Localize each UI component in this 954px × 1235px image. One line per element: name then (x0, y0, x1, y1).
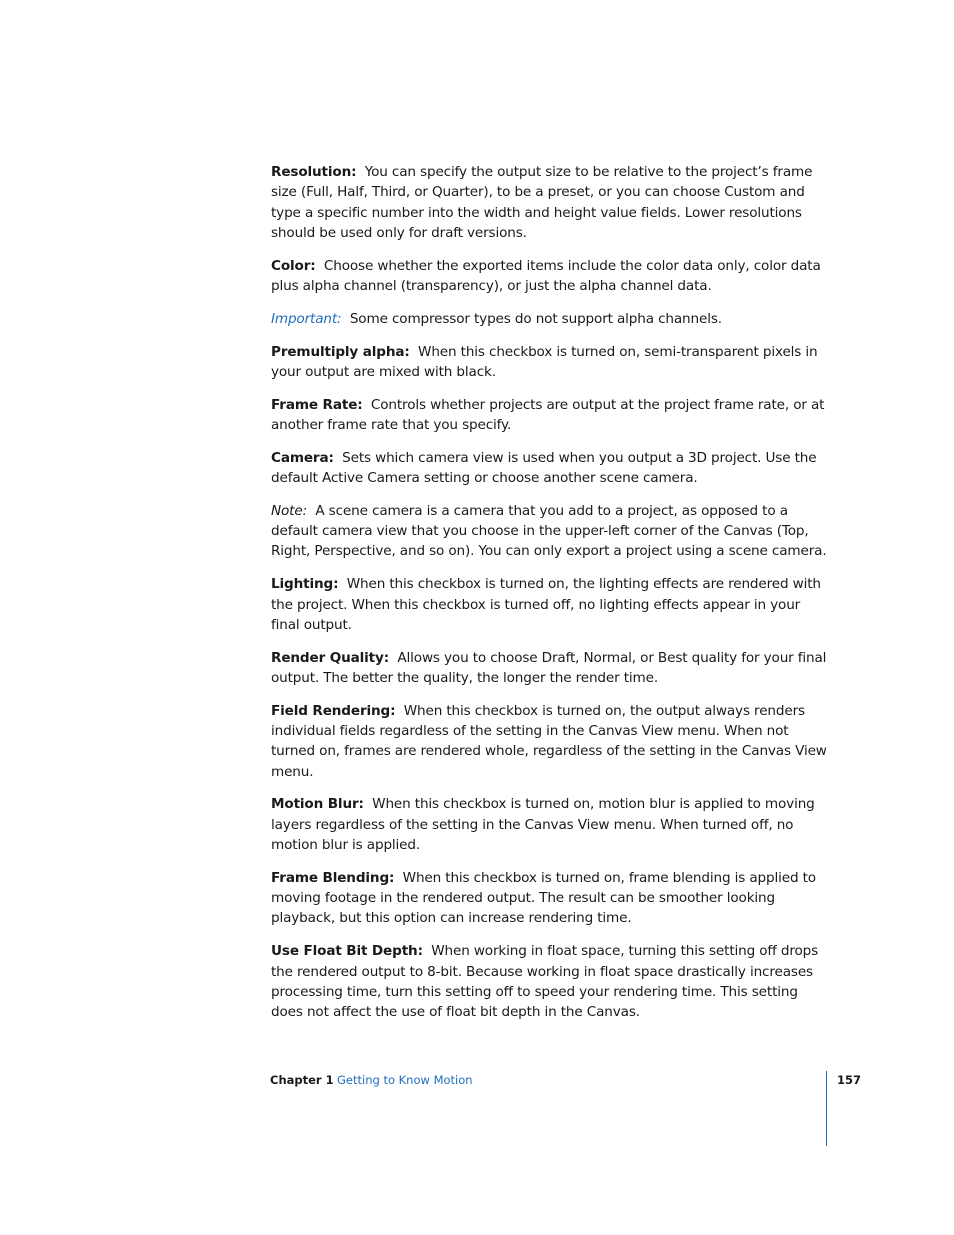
float-bit-depth-paragraph (271, 941, 827, 1022)
paragraph-text: When working in float space, turning this setting off drops the rendered output to 8-bit. Because working in float space drastically increases processing time, turn this setting off to speed your rendering time. This setting does not affect the use of float bit depth in the Canvas. (271, 943, 819, 1021)
paragraph-term: Field Rendering: (271, 702, 396, 719)
paragraph-text: When this checkbox is turned on, the output always renders individual fields regardless of the setting in the Canvas View menu. When not turned on, frames are rendered whole, regardless of the setting in the Canvas View menu. (271, 702, 827, 780)
page-number: 157 (837, 1073, 862, 1087)
paragraph-term: Color: (271, 257, 316, 274)
footer-divider (826, 1071, 827, 1146)
paragraph-text: Allows you to choose Draft, Normal, or Best quality for your final output. The better the quality, the longer the render time. (271, 649, 827, 686)
paragraph-text: When this checkbox is turned on, motion blur is applied to moving layers regardless of the setting in the Canvas View menu. When turned off, no motion blur is applied. (271, 796, 815, 854)
paragraph-term: Frame Rate: (271, 396, 363, 413)
motion-blur-paragraph (271, 794, 827, 855)
paragraph-text: A scene camera is a camera that you add to a project, as opposed to a default camera view that you choose in the upper-left corner of the Canvas (Top, Right, Perspective, and so on). You can only export a project using a scene camera. (271, 502, 827, 560)
important-note (271, 309, 827, 329)
camera-paragraph (271, 448, 827, 489)
render-quality-paragraph (271, 648, 827, 689)
paragraph-text: When this checkbox is turned on, frame blending is applied to moving footage in the rendered output. The result can be smoother looking playback, but this option can increase rendering time. (271, 869, 816, 927)
paragraph-text: When this checkbox is turned on, the lighting effects are rendered with the project. When this checkbox is turned off, no lighting effects appear in your final output. (271, 576, 821, 633)
paragraph-term: Premultiply alpha: (271, 343, 410, 360)
important-label: Important: (271, 310, 342, 327)
paragraph-term: Motion Blur: (271, 796, 364, 813)
document-body (271, 162, 827, 1035)
note-label: Note: (271, 502, 308, 519)
paragraph-term: Frame Blending: (271, 869, 395, 886)
chapter-title-link[interactable]: Getting to Know Motion (337, 1073, 473, 1087)
frame-blending-paragraph (271, 868, 827, 929)
paragraph-text: When this checkbox is turned on, semi-transparent pixels in your output are mixed with black. (271, 343, 818, 380)
paragraph-text: You can specify the output size to be relative to the project’s frame size (Full, Half, Third, or Quarter), to be a preset, or you can choose Custom and type a specific number into the width and height value fields. Lower resolutions should be used only for draft versions. (271, 164, 813, 241)
paragraph-text: Controls whether projects are output at the project frame rate, or at another frame rate that you specify. (271, 396, 825, 433)
chapter-label: Chapter 1 (270, 1073, 334, 1087)
paragraph-term: Camera: (271, 449, 334, 466)
paragraph-term: Lighting: (271, 576, 339, 593)
paragraph-term: Resolution: (271, 164, 357, 180)
resolution-paragraph (271, 162, 827, 243)
field-rendering-paragraph (271, 701, 827, 782)
paragraph-term: Use Float Bit Depth: (271, 943, 423, 960)
paragraph-text: Sets which camera view is used when you output a 3D project. Use the default Active Camera setting or choose another scene camera. (271, 449, 817, 487)
paragraph-text: Some compressor types do not support alpha channels. (349, 310, 722, 327)
color-paragraph (271, 256, 827, 297)
paragraph-text: Choose whether the exported items include the color data only, color data plus alpha channel (transparency), or just the alpha channel data. (271, 257, 821, 294)
frame-rate-paragraph (271, 395, 827, 436)
scene-camera-note (271, 501, 827, 562)
lighting-paragraph (271, 574, 827, 635)
premultiply-alpha-paragraph (271, 342, 827, 383)
paragraph-term: Render Quality: (271, 649, 390, 666)
